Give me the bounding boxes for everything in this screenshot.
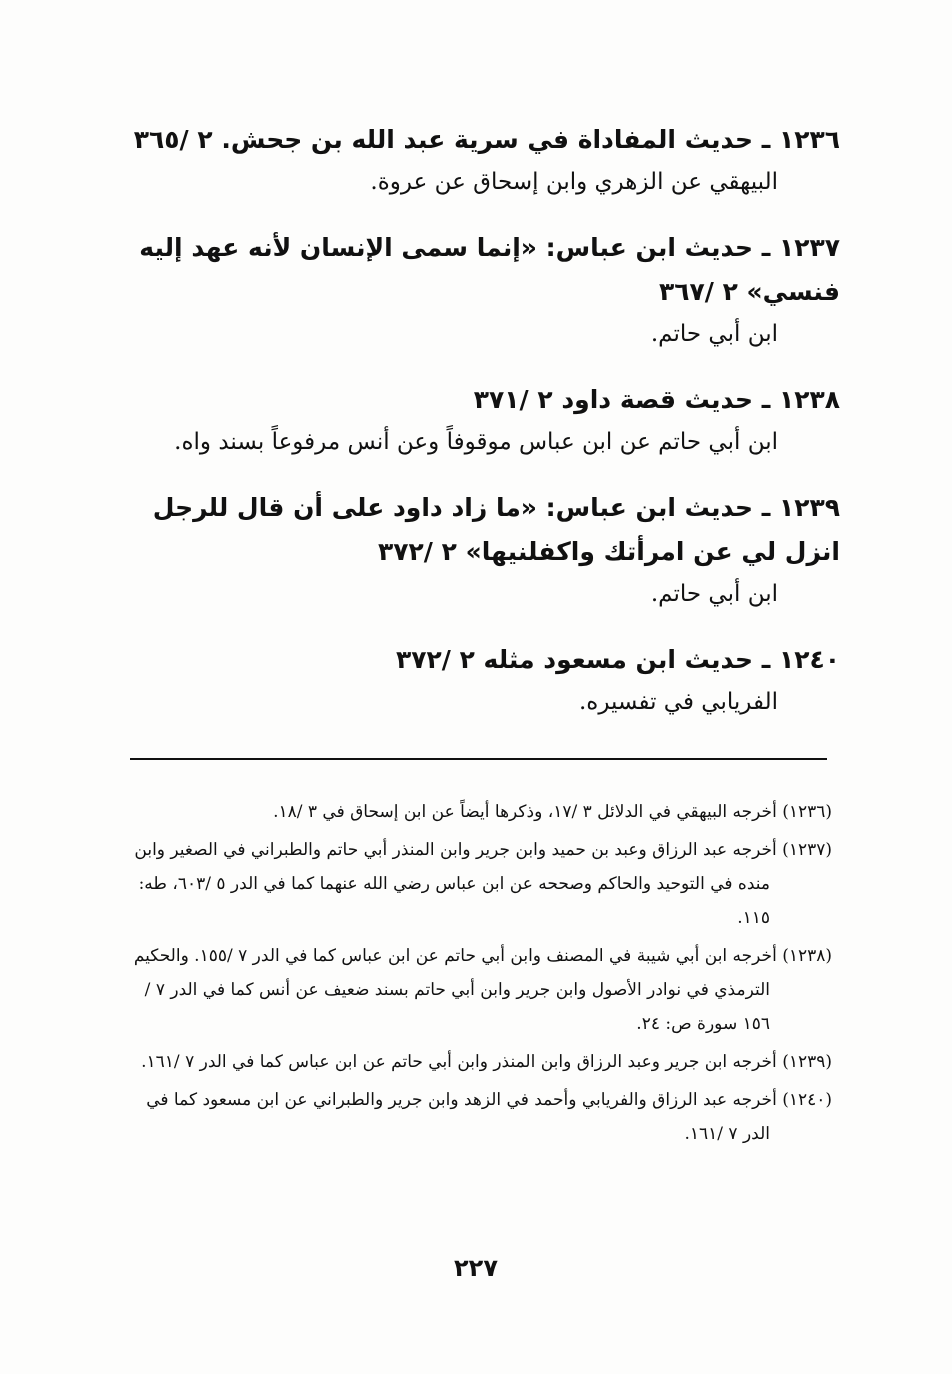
entry-heading: ١٢٤٠ ـ حديث ابن مسعود مثله ٢ /٣٧٢ [395,645,840,674]
entry-source: ابن أبي حاتم. [650,581,778,607]
entry-source: البيهقي عن الزهري وابن إسحاق عن عروة. [370,169,778,195]
footnote-1239: (١٢٣٩) أخرجه ابن جرير وعبد الرزاق وابن المنذر وابن أبي حاتم عن ابن عباس كما في الدر ٧ /١٦١. [141,1052,832,1072]
entry-list [120,118,840,746]
entry-heading: ١٢٣٦ ـ حديث المفاداة في سرية عبد الله بن جحش. ٢ /٣٦٥ [133,125,840,154]
entry-source: الفريابي في تفسيره. [578,689,778,715]
entry-heading: ١٢٣٩ ـ حديث ابن عباس: «ما زاد داود على أن قال للرجل انزل لي عن امرأتك واكفلنيها» ٢ /٣٧٢ [152,493,840,566]
footnote-1236: (١٢٣٦) أخرجه البيهقي في الدلائل ٣ /١٧، وذكرها أيضاً عن ابن إسحاق في ٣ /١٨. [273,802,832,822]
entry-source: ابن أبي حاتم عن ابن عباس موقوفاً وعن أنس مرفوعاً بسند واه. [174,429,778,455]
entry-source: ابن أبي حاتم. [650,321,778,347]
footnote-divider [130,758,827,760]
footnote-1237: (١٢٣٧) أخرجه عبد الرزاق وعبد بن حميد وابن جرير وابن المنذر أبي حاتم والطبراني في الصغير وابن منده في التوحيد والحاكم وصححه عن ابن عباس رضي الله عنهما كما في الدر ٥ /٦٠٣، طه: ١١٥. [134,840,832,928]
footnotes [120,795,832,1155]
entry-1240 [120,638,840,722]
footnote-1240: (١٢٤٠) أخرجه عبد الرزاق والفريابي وأحمد في الزهد وابن جرير والطبراني عن ابن مسعود كما في الدر ٧ /١٦١. [146,1090,832,1144]
entry-heading: ١٢٣٧ ـ حديث ابن عباس: «إنما سمى الإنسان لأنه عهد إليه فنسي» ٢ /٣٦٧ [139,233,840,306]
footnote-1238: (١٢٣٨) أخرجه ابن أبي شيبة في المصنف وابن أبي حاتم عن ابن عباس كما في الدر ٧ /١٥٥. والحكيم الترمذي في نوادر الأصول وابن جرير وابن أبي حاتم بسند ضعيف عن أنس كما في الدر ٧ /١٥٦ سورة ص: ٢٤. [133,946,832,1034]
entry-1236 [120,118,840,202]
entry-heading: ١٢٣٨ ـ حديث قصة داود ٢ /٣٧١ [473,385,840,414]
entry-1237 [120,226,840,354]
page-number: ٢٢٧ [454,1254,498,1282]
entry-1239 [120,486,840,614]
entry-1238 [120,378,840,462]
